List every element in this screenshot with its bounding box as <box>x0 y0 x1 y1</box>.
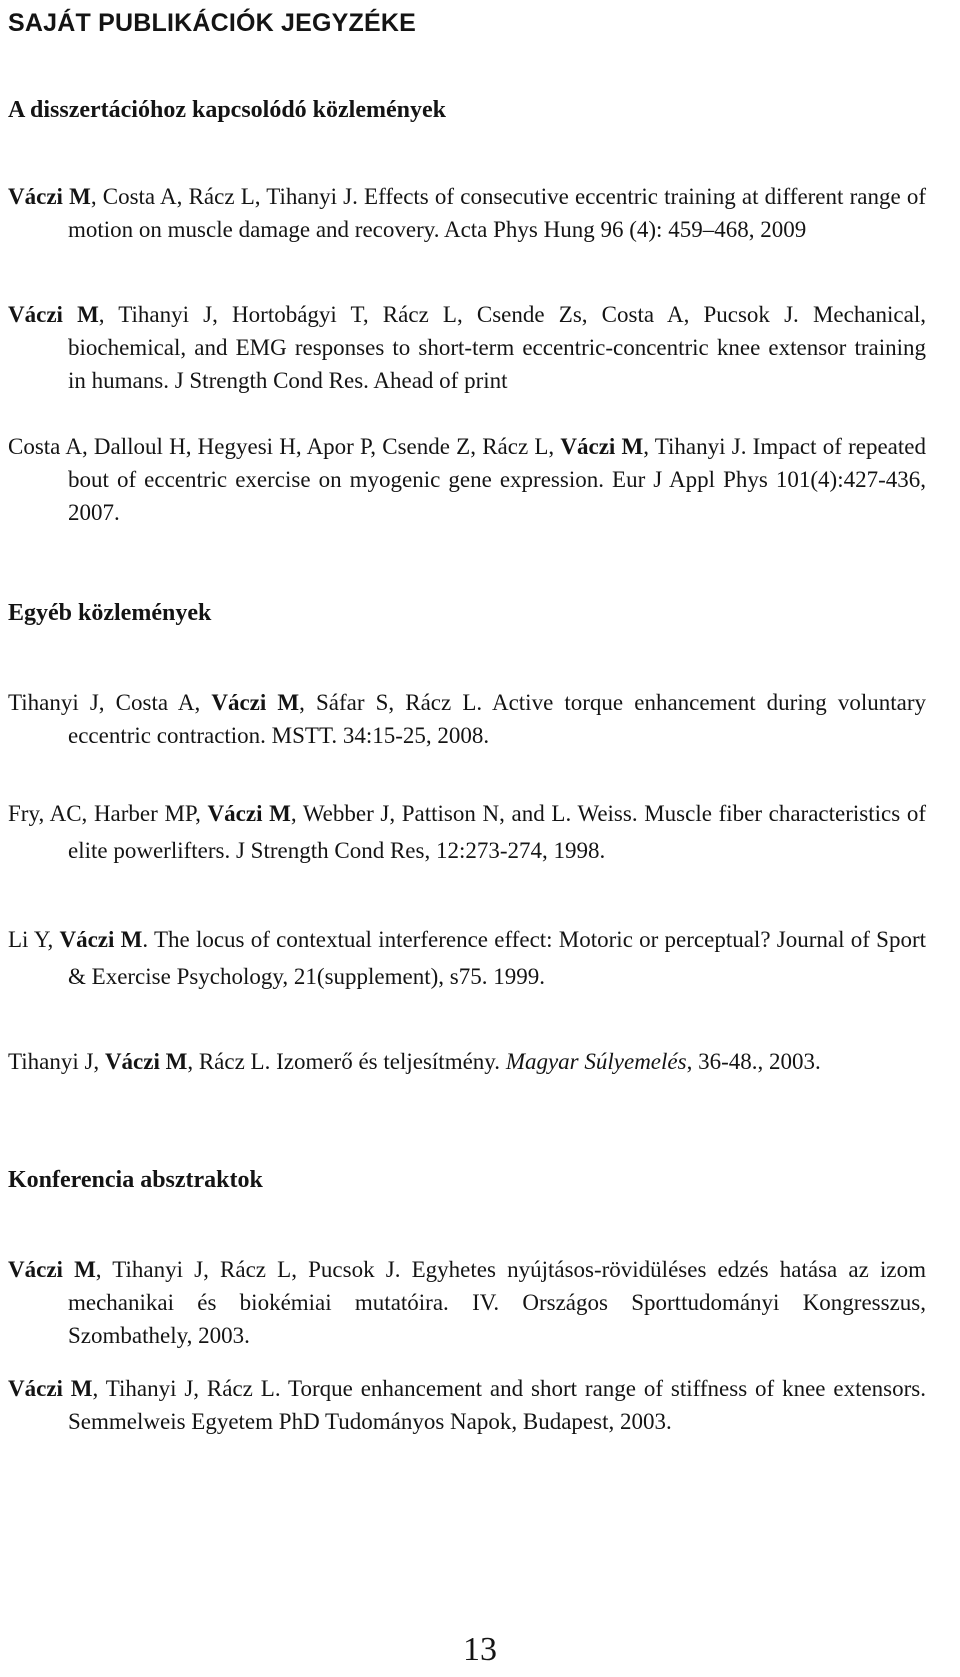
citation-authors: Fry, AC, Harber MP, <box>8 801 208 826</box>
citation-text: , Rácz L. Izomerő és teljesítmény. <box>187 1049 506 1074</box>
citation-authors: Tihanyi J, <box>8 1049 105 1074</box>
citation-text: , Sáfar S, Rácz L. Active torque enhancement during voluntary eccentric contraction. MSTT. 34:15-25, 2008. <box>68 690 926 748</box>
section-heading-conference-abstracts: Konferencia absztraktok <box>8 1167 263 1193</box>
citation-text: , Tihanyi J, Rácz L. Torque enhancement and short range of stiffness of knee extensors. Semmelweis Egyetem PhD Tudományos Napok, Budapest, 2003. <box>68 1376 926 1434</box>
author-highlight: Váczi M <box>560 434 644 459</box>
publication-entry <box>8 1253 926 1352</box>
citation-text: , Tihanyi J, Rácz L, Pucsok J. Egyhetes nyújtásos-rövidüléses edzés hatása az izom mechanikai és biokémiai mutatóira. IV. Országos Sporttudományi Kongresszus, Szombathely, 2003. <box>68 1257 926 1348</box>
citation-text: , Tihanyi J, Hortobágyi T, Rácz L, Csende Zs, Costa A, Pucsok J. Mechanical, biochemical, and EMG responses to short-term eccentric-concentric knee extensor training in humans. J Strength Cond Res. Ahead of print <box>68 302 926 393</box>
publication-entry <box>8 180 926 246</box>
author-highlight: Váczi M <box>8 302 99 327</box>
author-highlight: Váczi M <box>211 690 300 715</box>
citation-text: , Costa A, Rácz L, Tihanyi J. Effects of consecutive eccentric training at different range of motion on muscle damage and recovery. Acta Phys Hung 96 (4): 459–468, 2009 <box>68 184 926 242</box>
page-title: SAJÁT PUBLIKÁCIÓK JEGYZÉKE <box>8 9 417 37</box>
citation-authors: Li Y, <box>8 927 60 952</box>
publication-entry <box>8 795 926 869</box>
author-highlight: Váczi M <box>104 1049 188 1074</box>
citation-text: , Tihanyi J. Impact of repeated bout of eccentric exercise on myogenic gene expression. Eur J Appl Phys 101(4):427-436, 2007. <box>68 434 926 525</box>
journal-title: Magyar Súlyemelés <box>505 1049 687 1074</box>
section-heading-related-publications: A disszertációhoz kapcsolódó közlemények <box>8 97 446 123</box>
citation-tail: , 36-48., 2003. <box>686 1049 821 1074</box>
author-highlight: Váczi M <box>8 184 91 209</box>
publication-entry <box>8 1372 926 1438</box>
citation-authors: Costa A, Dalloul H, Hegyesi H, Apor P, Csende Z, Rácz L, <box>8 434 561 459</box>
citation-text: , Webber J, Pattison N, and L. Weiss. Muscle fiber characteristics of elite powerlifters. J Strength Cond Res, 12:273-274, 1998. <box>68 801 926 863</box>
section-heading-other-publications: Egyéb közlemények <box>8 600 212 626</box>
citation-authors: Tihanyi J, Costa A, <box>8 690 212 715</box>
page-number: 13 <box>463 1631 497 1668</box>
author-highlight: Váczi M <box>207 801 291 826</box>
publication-entry <box>8 686 926 752</box>
publication-entry <box>8 921 926 995</box>
publication-entry <box>8 298 926 397</box>
author-highlight: Váczi M <box>59 927 143 952</box>
publication-entry <box>8 1045 926 1078</box>
publication-entry <box>8 430 926 529</box>
citation-text: . The locus of contextual interference effect: Motoric or perceptual? Journal of Sport & Exercise Psychology, 21(supplement), s75. 1999. <box>68 927 926 989</box>
author-highlight: Váczi M <box>8 1257 96 1282</box>
author-highlight: Váczi M <box>8 1376 93 1401</box>
